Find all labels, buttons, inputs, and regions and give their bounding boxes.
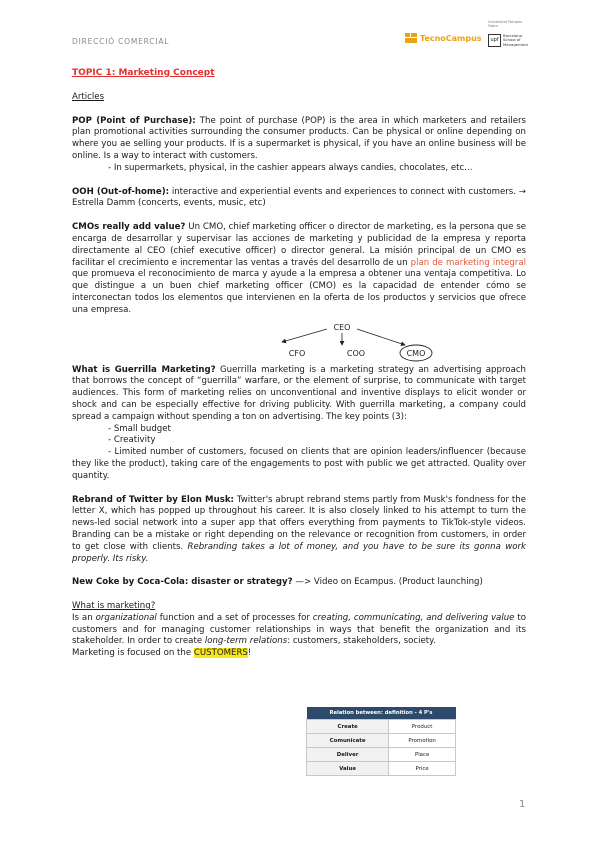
marketing-text: function and a set of processes for	[156, 612, 313, 623]
university-logo-box: upf	[488, 34, 501, 47]
table-cell-value: Promotion	[389, 734, 456, 748]
pop-title: POP (Point of Purchase):	[72, 115, 196, 126]
marketing-text: : customers, stakeholders, society.	[287, 636, 436, 647]
cmo-link[interactable]: plan de marketing integral	[410, 257, 526, 268]
twitter-text: Twitter's abrupt rebrand stems partly from Musk's fondness for the letter X, which has popped up throughout his career. It is also closely linked to his attempt to turn the news-led social network into a super app that offers everything from payments to TikTok-style videos. Branding can be a mistake or right depending on the relevance or recognition from customers, in order to get close with clients.	[72, 494, 526, 552]
four-ps-table	[306, 707, 456, 776]
org-diagram	[72, 317, 526, 365]
twitter-paragraph	[72, 495, 526, 566]
table-cell-value: Product	[389, 720, 456, 734]
marketing-italic: organizational	[95, 612, 157, 623]
four-ps-table-header: Relation between: definition - 4 P's	[307, 707, 456, 720]
marketing-heading: What is marketing?	[72, 601, 156, 612]
university-logo-line: Management	[503, 41, 529, 47]
table-cell-key: Create	[307, 720, 389, 734]
header-section-label: DIRECCIÓ COMERCIAL	[72, 37, 170, 46]
diagram-arrow-cfo	[282, 329, 327, 342]
guerrilla-title: What is Guerrilla Marketing?	[72, 364, 216, 375]
marketing-text: Marketing is focused on the	[72, 648, 194, 659]
twitter-title: Rebrand of Twitter by Elon Musk:	[72, 494, 234, 505]
guerrilla-point: - Creativity	[108, 435, 156, 446]
guerrilla-point: - Small budget	[108, 423, 171, 434]
diagram-ceo: CEO	[333, 322, 351, 332]
university-logo	[488, 20, 530, 47]
coke-title: New Coke by Coca-Cola: disaster or strategy?	[72, 577, 293, 588]
diagram-coo: COO	[346, 348, 366, 358]
articles-heading: Articles	[72, 91, 105, 102]
tecnocampus-logo-icon	[405, 33, 417, 43]
coke-paragraph	[72, 577, 526, 589]
tecnocampus-logo-text: TecnoCampus	[420, 33, 482, 43]
diagram-arrow-cmo	[357, 329, 405, 345]
marketing-customers-line	[72, 648, 526, 660]
pop-bullet: - In supermarkets, physical, in the cashier appears always candies, chocolates, etc...	[108, 162, 473, 173]
document-body	[72, 68, 526, 660]
ooh-title: OOH (Out-of-home):	[72, 186, 170, 197]
guerrilla-paragraph	[72, 365, 526, 424]
coke-text: —> Video on Ecampus. (Product launching)	[292, 577, 483, 588]
cmo-title: CMOs really add value?	[72, 222, 186, 233]
table-row	[307, 734, 456, 748]
table-cell-key: Deliver	[307, 748, 389, 762]
table-row	[307, 748, 456, 762]
cmo-text-2: que promueva el reconocimiento de marca y ayude a la empresa a obtener una ventaja competitiva. Lo que distingue a un buen chief marketing officer (CMO) es la capacidad de entender cómo se interconectan todos los elementos que intervienen en la oferta de los productos y servicios que ofrece una empresa.	[72, 269, 526, 315]
marketing-italic: creating, communicating, and delivering value	[312, 612, 515, 623]
guerrilla-text: Guerrilla marketing is a marketing strategy an advertising approach that borrows the concept of “guerrilla” warfare, or the element of surprise, to communicate with target audiences. This form of marketing relies on unconventional and inventive displays to elicit wonder or shock and can be especially effective for driving publicity. With guerrilla marketing, a company could spread a campaign without spending a ton on advertising. The key points (3):	[72, 364, 527, 422]
diagram-cfo: CFO	[288, 348, 306, 358]
marketing-text: !	[247, 648, 252, 659]
table-cell-value: Price	[389, 762, 456, 776]
cmo-paragraph	[72, 222, 526, 316]
customers-highlight: CUSTOMERS	[193, 648, 248, 659]
table-row	[307, 762, 456, 776]
tecnocampus-logo	[405, 33, 482, 43]
marketing-italic: long-term relations	[204, 636, 288, 647]
marketing-text: Is an	[72, 612, 96, 623]
guerrilla-last-point: - Limited number of customers, focused on clients that are opinion leaders/influencer (because they like the product), taking care of the engagements to post with public we get attracted. Quality over quantity.	[72, 447, 526, 481]
twitter-italic: Rebranding takes a lot of money, and you have to be sure its gonna work properly. Its risky.	[72, 541, 527, 564]
table-cell-key: Value	[307, 762, 389, 776]
table-cell-value: Place	[389, 748, 456, 762]
table-cell-key: Comunicate	[307, 734, 389, 748]
university-logo-line: School of	[503, 37, 521, 43]
org-diagram-svg	[72, 317, 526, 365]
topic-title: TOPIC 1: Marketing Concept	[72, 68, 215, 78]
cmo-text-1: Un CMO, chief marketing officer o director de marketing, es la persona que se encarga de desarrollar y supervisar las acciones de marketing y publicidad de la empresa y reporta directamente al CEO (chief executive officer) o director general. La misión principal de un CMO es facilitar el crecimiento e incrementar las ventas a través del desarrollo de un	[72, 222, 526, 268]
ooh-paragraph	[72, 187, 526, 211]
pop-text: The point of purchase (POP) is the area in which marketers and retailers plan promotional activities surrounding the consumer products. Can be physical or online depending on where you ae selling your products. If is a supermarket is physical, if you have an online business will be online. Is a way to interact with customers.	[72, 115, 527, 161]
diagram-cmo: CMO	[406, 348, 426, 358]
page-number: 1	[519, 799, 526, 810]
marketing-text: to customers and for managing customer relationships in ways that benefit the organization and its stakeholder. In order to create	[72, 612, 527, 647]
table-row	[307, 720, 456, 734]
marketing-paragraph	[72, 613, 526, 648]
university-logo-line: Barcelona	[503, 33, 522, 39]
pop-paragraph	[72, 116, 526, 163]
ooh-text: interactive and experiential events and experiences to connect with customers. → Estrella Damm (concerts, events, music, etc)	[72, 186, 526, 209]
university-logo-small-text: Universitat Pompeu Fabra	[488, 20, 523, 28]
